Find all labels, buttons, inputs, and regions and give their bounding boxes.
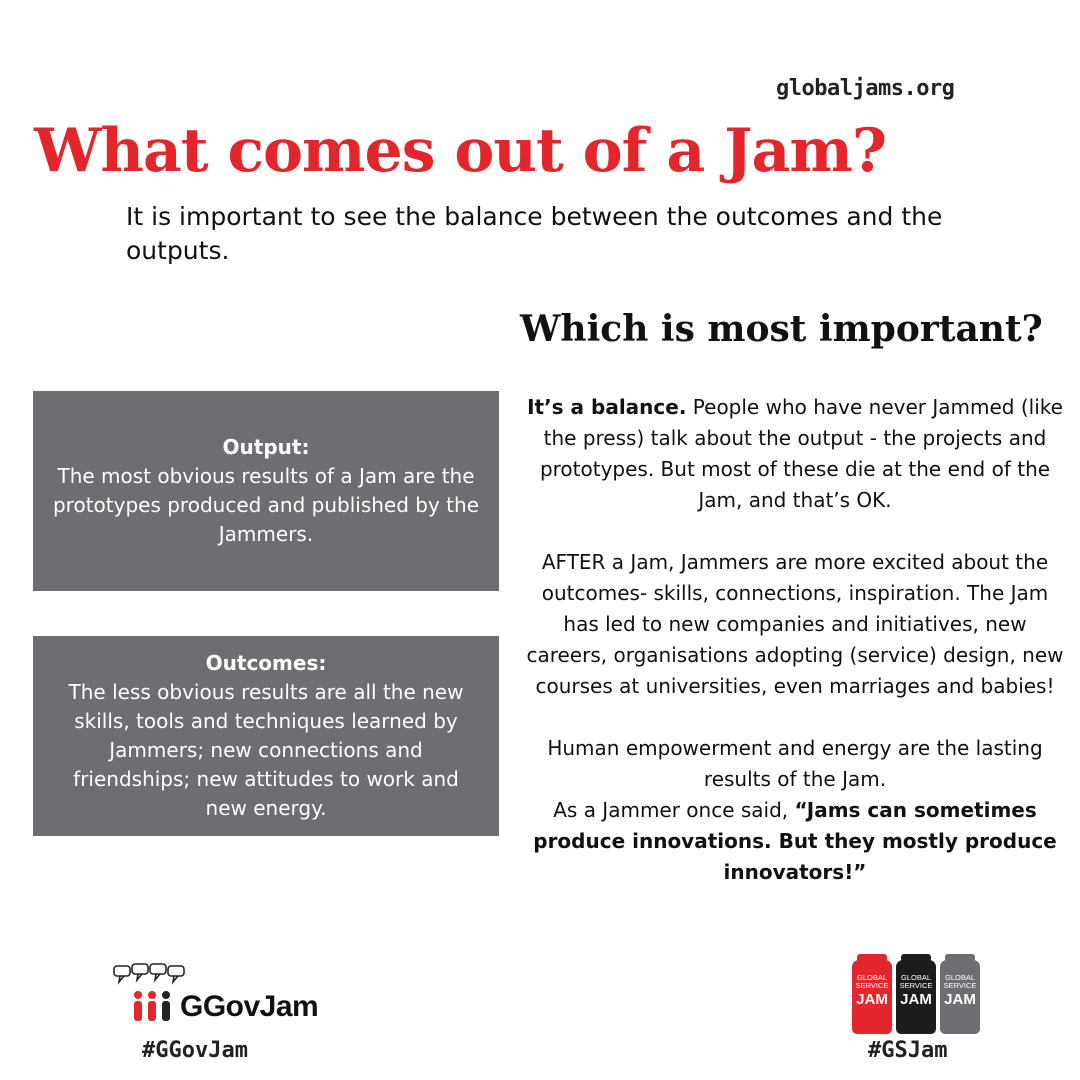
body-paragraph-1 (526, 392, 1064, 516)
balance-text: People who have never Jammed (like the press) talk about the output - the projects and prototypes. But most of these die at the end of the Jam, and that’s OK. (539, 395, 1063, 512)
intro-text: It is important to see the balance between the outcomes and the outputs. (126, 202, 943, 265)
speech-bubbles-icon (112, 962, 192, 988)
outcomes-box (33, 636, 499, 836)
jar-red-icon: GLOBAL SERVICE JAM (852, 960, 892, 1034)
balance-lead: It’s a balance. (527, 395, 687, 419)
output-box (33, 391, 499, 591)
jar-gray-icon: GLOBAL SERVICE JAM (940, 960, 980, 1034)
ggovjam-wordmark: GGovJam (180, 990, 319, 1023)
people-icon (130, 990, 180, 1024)
gsjam-hashtag: #GSJam (868, 1038, 948, 1063)
body-text (526, 392, 1064, 888)
jammer-quote: “Jams can sometimes produce innovations. But they mostly produce innovators!” (533, 798, 1057, 884)
gsjam-logo (848, 950, 988, 1070)
body-paragraph-3 (526, 733, 1064, 888)
quote-intro: As a Jammer once said, (553, 798, 795, 822)
empowerment-line: Human empowerment and energy are the lasting results of the Jam. (547, 736, 1043, 791)
site-url: globaljams.org (776, 76, 955, 101)
section-heading: Which is most important? (520, 308, 1043, 350)
outcomes-text: The less obvious results are all the new skills, tools and techniques learned by Jammers; new connections and friendships; new attitudes to work and new energy. (68, 680, 464, 820)
ggovjam-hashtag: #GGovJam (142, 1038, 248, 1063)
body-paragraph-2: AFTER a Jam, Jammers are more excited about the outcomes- skills, connections, inspiration. The Jam has led to new companies and initiatives, new careers, organisations adopting (service) design, new courses at universities, even marriages and babies! (526, 550, 1064, 698)
ggovjam-logo (110, 962, 350, 1072)
jar-black-icon: GLOBAL SERVICE JAM (896, 960, 936, 1034)
output-heading: Output: (222, 435, 310, 459)
outcomes-heading: Outcomes: (205, 651, 327, 675)
page-title: What comes out of a Jam? (34, 116, 887, 186)
output-text: The most obvious results of a Jam are the prototypes produced and published by the Jammers. (52, 464, 479, 546)
